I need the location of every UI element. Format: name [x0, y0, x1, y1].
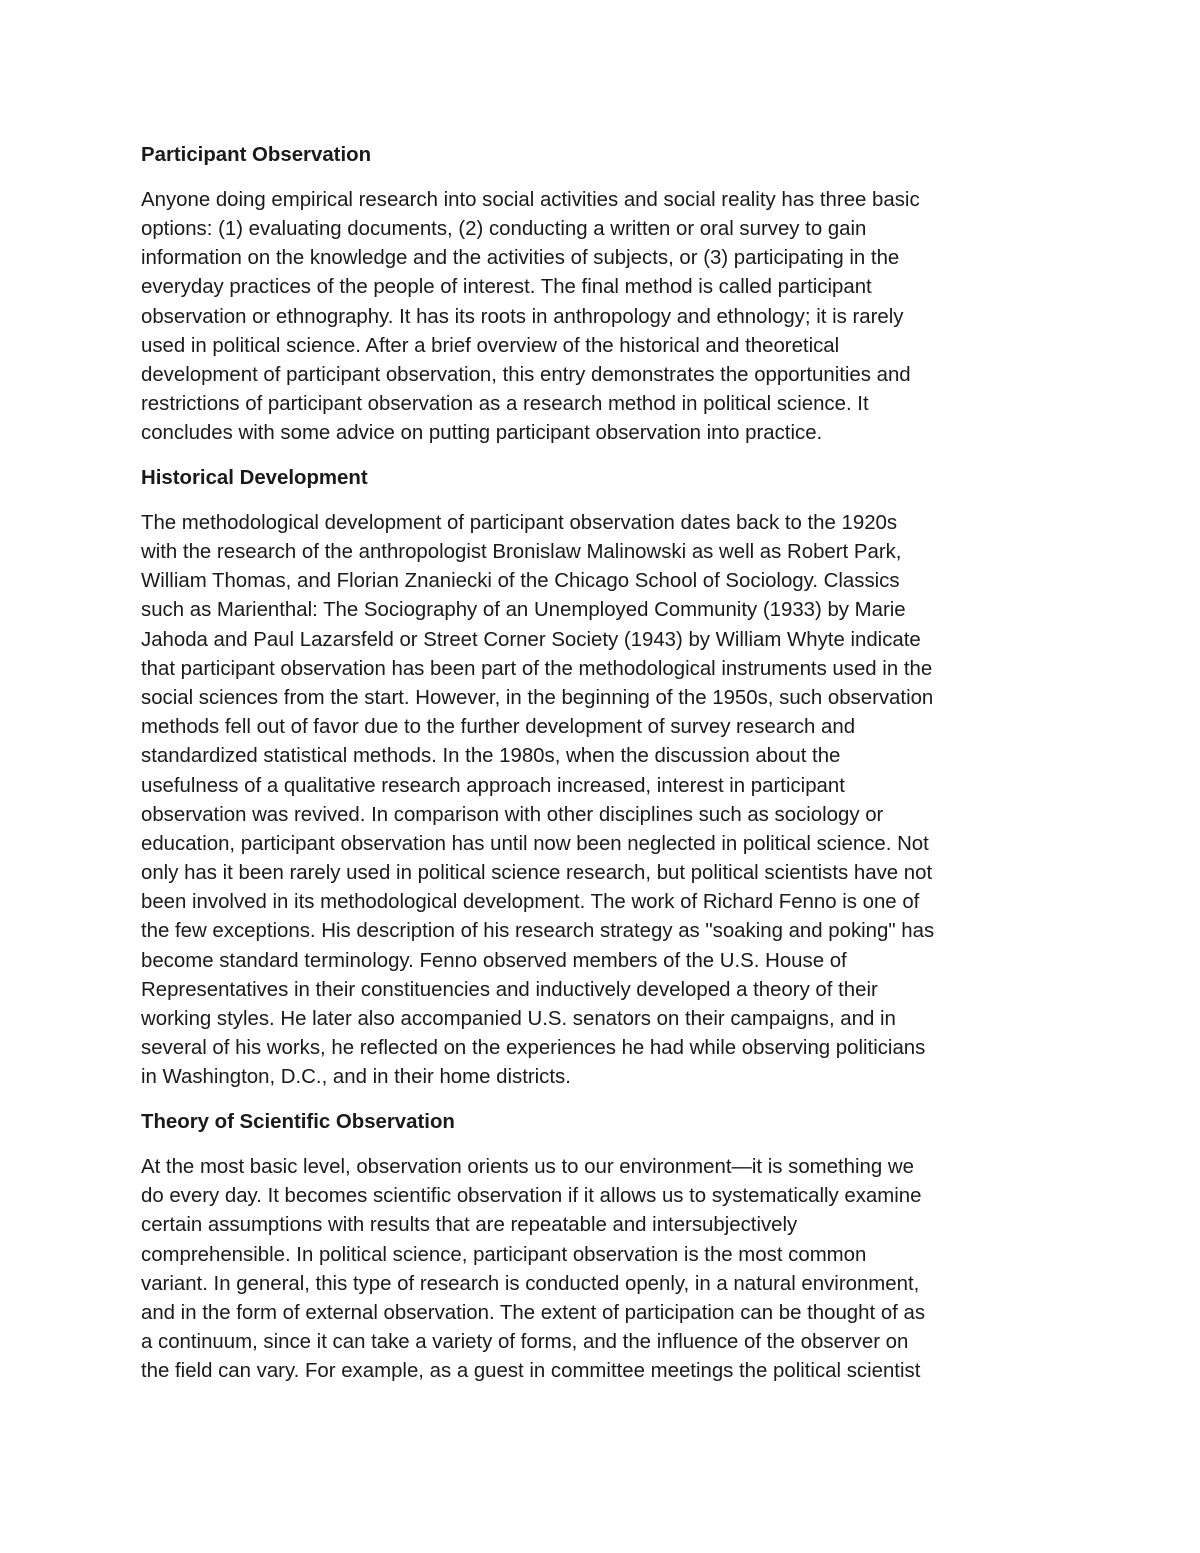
text-line: information on the knowledge and the activities of subjects, or (3) participating in the [141, 247, 900, 270]
text-line: in Washington, D.C., and in their home districts. [141, 1066, 571, 1089]
text-line: become standard terminology. Fenno observed members of the U.S. House of [141, 949, 847, 972]
text-line: Anyone doing empirical research into social activities and social reality has three basic [141, 188, 920, 211]
text-line: standardized statistical methods. In the 1980s, when the discussion about the [141, 745, 841, 768]
text-line: working styles. He later also accompanied U.S. senators on their campaigns, and in [141, 1008, 896, 1031]
section-heading: Historical Development [141, 467, 368, 490]
section-body [141, 186, 1061, 449]
section-theory-of-scientific-observation [141, 1108, 1061, 1386]
section-heading: Participant Observation [141, 144, 372, 166]
text-line: observation or ethnography. It has its roots in anthropology and ethnology; it is rarely [141, 305, 904, 328]
text-line: a continuum, since it can take a variety of forms, and the influence of the observer on [141, 1331, 909, 1354]
text-line: been involved in its methodological development. The work of Richard Fenno is one of [141, 891, 920, 914]
text-line: restrictions of participant observation as a research method in political science. It [141, 393, 869, 416]
text-line: only has it been rarely used in political science research, but political scientists have not [141, 862, 933, 885]
text-line: At the most basic level, observation orients us to our environment—it is something we [141, 1155, 914, 1178]
text-line: variant. In general, this type of research is conducted openly, in a natural environment, [141, 1272, 920, 1295]
text-line: Representatives in their constituencies and inductively developed a theory of their [141, 978, 878, 1001]
section-heading: Theory of Scientific Observation [141, 1111, 455, 1134]
text-line: comprehensible. In political science, participant observation is the most common [141, 1243, 867, 1266]
text-line: the field can vary. For example, as a guest in committee meetings the political scientist [141, 1360, 921, 1383]
text-line: such as Marienthal: The Sociography of an Unemployed Community (1933) by Marie [141, 599, 906, 622]
text-line: certain assumptions with results that are repeatable and intersubjectively [141, 1214, 798, 1237]
text-line: with the research of the anthropologist Bronislaw Malinowski as well as Robert Park, [141, 541, 902, 564]
section-body [141, 1153, 1061, 1387]
text-line: and in the form of external observation. The extent of participation can be thought of as [141, 1301, 926, 1324]
text-line: that participant observation has been part of the methodological instruments used in the [141, 657, 933, 680]
text-line: the few exceptions. His description of his research strategy as "soaking and poking" has [141, 920, 935, 943]
text-line: methods fell out of favor due to the further development of survey research and [141, 716, 856, 739]
text-line: social sciences from the start. However, in the beginning of the 1950s, such observation [141, 686, 934, 709]
text-line: education, participant observation has until now been neglected in political science. Not [141, 832, 929, 855]
text-line: everyday practices of the people of interest. The final method is called participant [141, 276, 872, 299]
text-line: The methodological development of participant observation dates back to the 1920s [141, 511, 898, 534]
text-line: Jahoda and Paul Lazarsfeld or Street Corner Society (1943) by William Whyte indicate [141, 628, 921, 651]
document-page [141, 141, 1061, 1386]
text-line: usefulness of a qualitative research approach increased, interest in participant [141, 774, 845, 797]
text-line: do every day. It becomes scientific observation if it allows us to systematically examine [141, 1185, 922, 1208]
text-line: William Thomas, and Florian Znaniecki of the Chicago School of Sociology. Classics [141, 570, 900, 593]
text-line: observation was revived. In comparison with other disciplines such as sociology or [141, 803, 884, 826]
text-line: several of his works, he reflected on the experiences he had while observing politicians [141, 1037, 926, 1060]
text-line: development of participant observation, this entry demonstrates the opportunities and [141, 363, 911, 386]
text-line: concludes with some advice on putting participant observation into practice. [141, 422, 823, 445]
text-line: options: (1) evaluating documents, (2) conducting a written or oral survey to gain [141, 217, 867, 240]
text-line: used in political science. After a brief overview of the historical and theoretical [141, 334, 840, 357]
section-historical-development [141, 464, 1061, 1093]
section-body [141, 509, 1061, 1093]
section-participant-observation [141, 141, 1061, 448]
